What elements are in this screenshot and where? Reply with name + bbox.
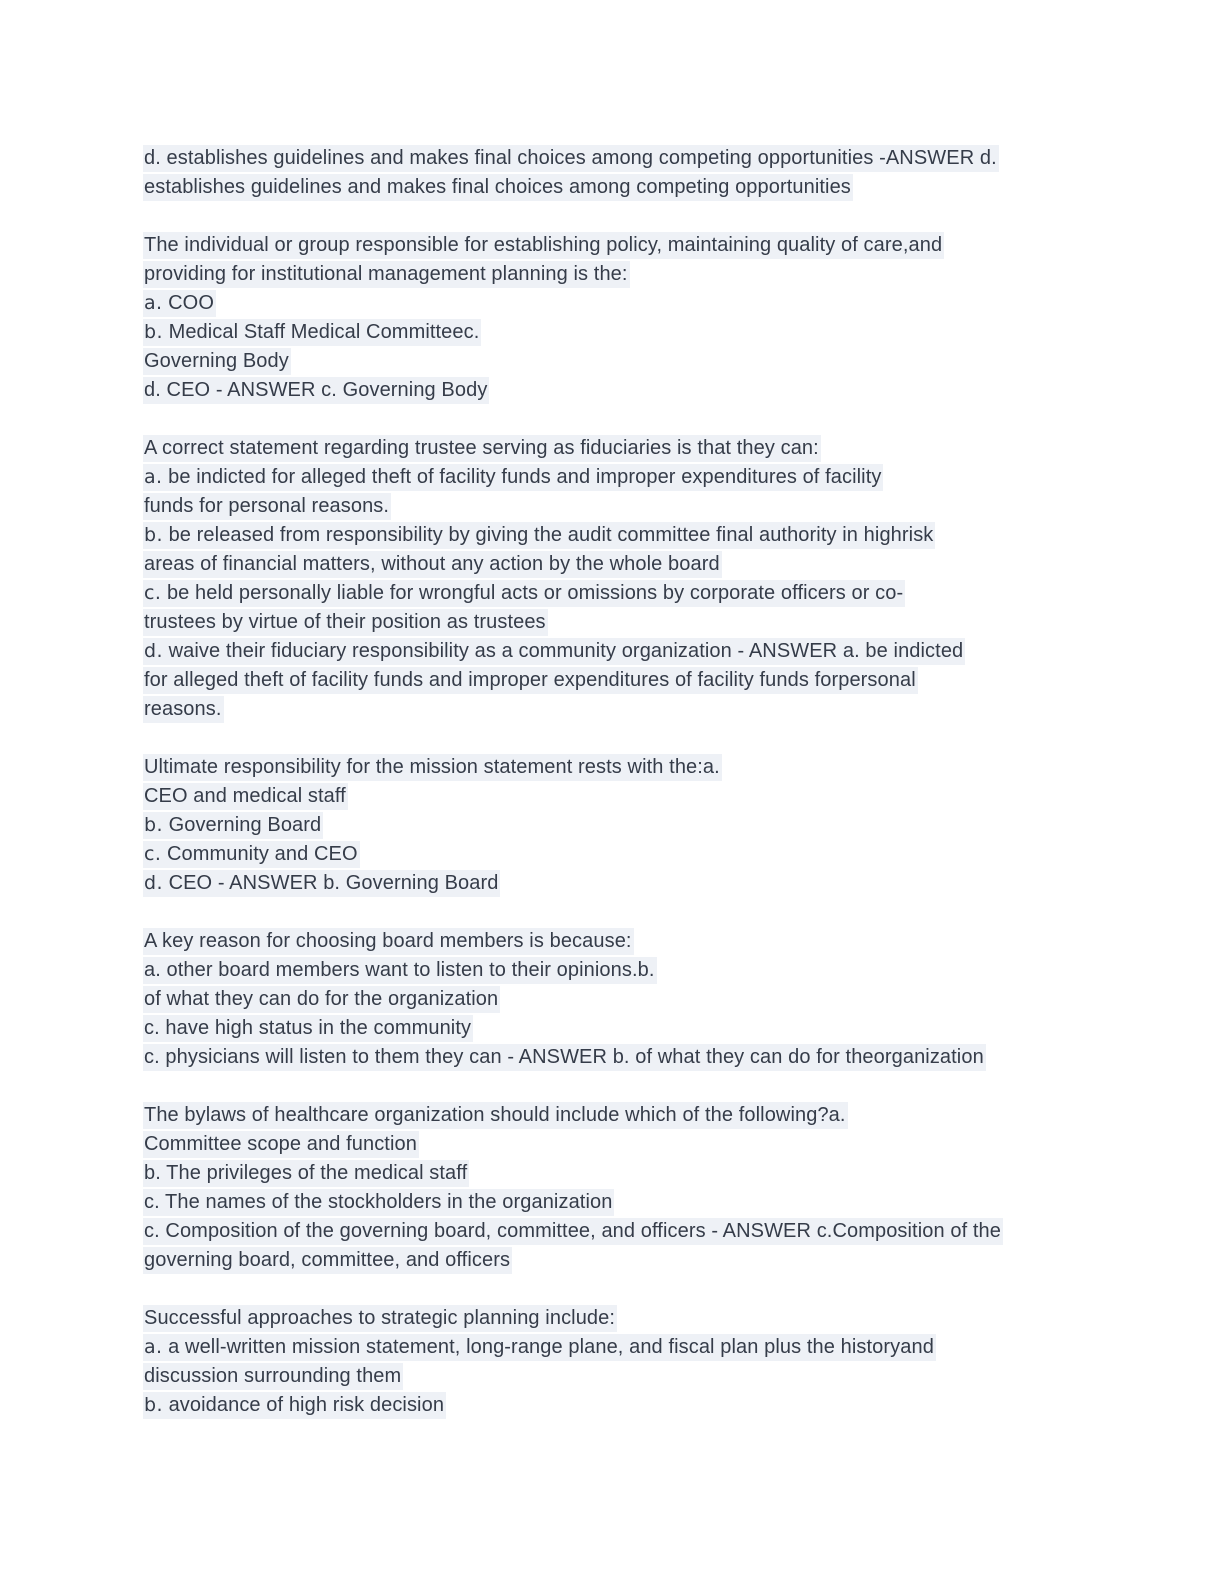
highlighted-text: c. Composition of the governing board, committee, and officers - ANSWER c.Composition of the [143,1218,1003,1245]
paragraph [143,434,1103,724]
text-line [143,434,1103,463]
paragraph [143,753,1103,898]
text-line [143,1159,1103,1188]
text-line [143,869,1103,898]
text-line [143,985,1103,1014]
highlighted-text: d. establishes guidelines and makes final choices among competing opportunities -ANSWER d. [143,145,999,172]
highlighted-text: a. a well-written mission statement, long-range plane, and fiscal plan plus the historyand [143,1334,936,1361]
text-line [143,811,1103,840]
highlighted-text: c. Community and CEO [143,841,360,868]
text-line [143,695,1103,724]
highlighted-text: A key reason for choosing board members is because: [143,928,634,955]
text-line [143,144,1103,173]
text-line [143,1130,1103,1159]
text-line [143,1246,1103,1275]
highlighted-text: Successful approaches to strategic planning include: [143,1305,617,1332]
highlighted-text: providing for institutional management planning is the: [143,261,630,288]
highlighted-text: funds for personal reasons. [143,493,391,520]
highlighted-text: b. Governing Board [143,812,323,839]
text-line [143,1043,1103,1072]
text-line [143,782,1103,811]
text-line [143,608,1103,637]
option-letter: a. [144,292,163,314]
highlighted-text: c. physicians will listen to them they can - ANSWER b. of what they can do for theorganization [143,1044,986,1071]
highlighted-text: b. avoidance of high risk decision [143,1392,446,1419]
highlighted-text: a. be indicted for alleged theft of facility funds and improper expenditures of facility [143,464,883,491]
highlighted-text: Governing Body [143,348,291,375]
highlighted-text: Committee scope and function [143,1131,419,1158]
highlighted-text: d. CEO - ANSWER c. Governing Body [143,377,489,404]
highlighted-text: The bylaws of healthcare organization should include which of the following?a. [143,1102,848,1129]
highlighted-text: The individual or group responsible for establishing policy, maintaining quality of care,and [143,232,944,259]
document-page [143,144,1103,1449]
option-letter: c. [144,582,162,604]
text-line [143,260,1103,289]
highlighted-text: a. COO [143,290,216,317]
text-line [143,927,1103,956]
highlighted-text: d. CEO - ANSWER b. Governing Board [143,870,500,897]
highlighted-text: areas of financial matters, without any action by the whole board [143,551,722,578]
text-line [143,289,1103,318]
highlighted-text: reasons. [143,696,224,723]
paragraph [143,927,1103,1072]
highlighted-text: c. have high status in the community [143,1015,473,1042]
text-line [143,753,1103,782]
highlighted-text: for alleged theft of facility funds and improper expenditures of facility funds forpersonal [143,667,918,694]
text-line [143,1304,1103,1333]
text-line [143,840,1103,869]
highlighted-text: discussion surrounding them [143,1363,403,1390]
highlighted-text: d. waive their fiduciary responsibility as a community organization - ANSWER a. be indicted [143,638,965,665]
text-line [143,666,1103,695]
option-letter: b. [144,1394,163,1416]
text-line [143,318,1103,347]
option-letter: b. [144,321,163,343]
highlighted-text: b. be released from responsibility by giving the audit committee final authority in highrisk [143,522,935,549]
option-letter: d. [144,872,163,894]
highlighted-text: trustees by virtue of their position as trustees [143,609,548,636]
text-line [143,173,1103,202]
highlighted-text: a. other board members want to listen to their opinions.b. [143,957,657,984]
text-line [143,521,1103,550]
paragraph [143,231,1103,405]
highlighted-text: CEO and medical staff [143,783,348,810]
text-line [143,492,1103,521]
highlighted-text: establishes guidelines and makes final choices among competing opportunities [143,174,853,201]
text-line [143,1014,1103,1043]
highlighted-text: Ultimate responsibility for the mission statement rests with the:a. [143,754,722,781]
paragraph [143,1304,1103,1420]
text-line [143,463,1103,492]
text-line [143,550,1103,579]
text-line [143,1362,1103,1391]
option-letter: a. [144,1336,163,1358]
highlighted-text: of what they can do for the organization [143,986,500,1013]
option-letter: b. [144,524,163,546]
paragraph [143,1101,1103,1275]
highlighted-text: c. be held personally liable for wrongful acts or omissions by corporate officers or co- [143,580,905,607]
text-line [143,1101,1103,1130]
highlighted-text: c. The names of the stockholders in the organization [143,1189,614,1216]
option-letter: b. [144,814,163,836]
text-line [143,376,1103,405]
text-line [143,1217,1103,1246]
text-line [143,1188,1103,1217]
text-line [143,347,1103,376]
paragraph [143,144,1103,202]
text-line [143,1333,1103,1362]
text-line [143,1391,1103,1420]
option-letter: a. [144,466,163,488]
highlighted-text: governing board, committee, and officers [143,1247,512,1274]
text-line [143,637,1103,666]
text-line [143,231,1103,260]
highlighted-text: A correct statement regarding trustee serving as fiduciaries is that they can: [143,435,821,462]
text-line [143,579,1103,608]
text-line [143,956,1103,985]
highlighted-text: b. The privileges of the medical staff [143,1160,469,1187]
option-letter: d. [144,640,163,662]
option-letter: c. [144,843,162,865]
highlighted-text: b. Medical Staff Medical Committeec. [143,319,481,346]
